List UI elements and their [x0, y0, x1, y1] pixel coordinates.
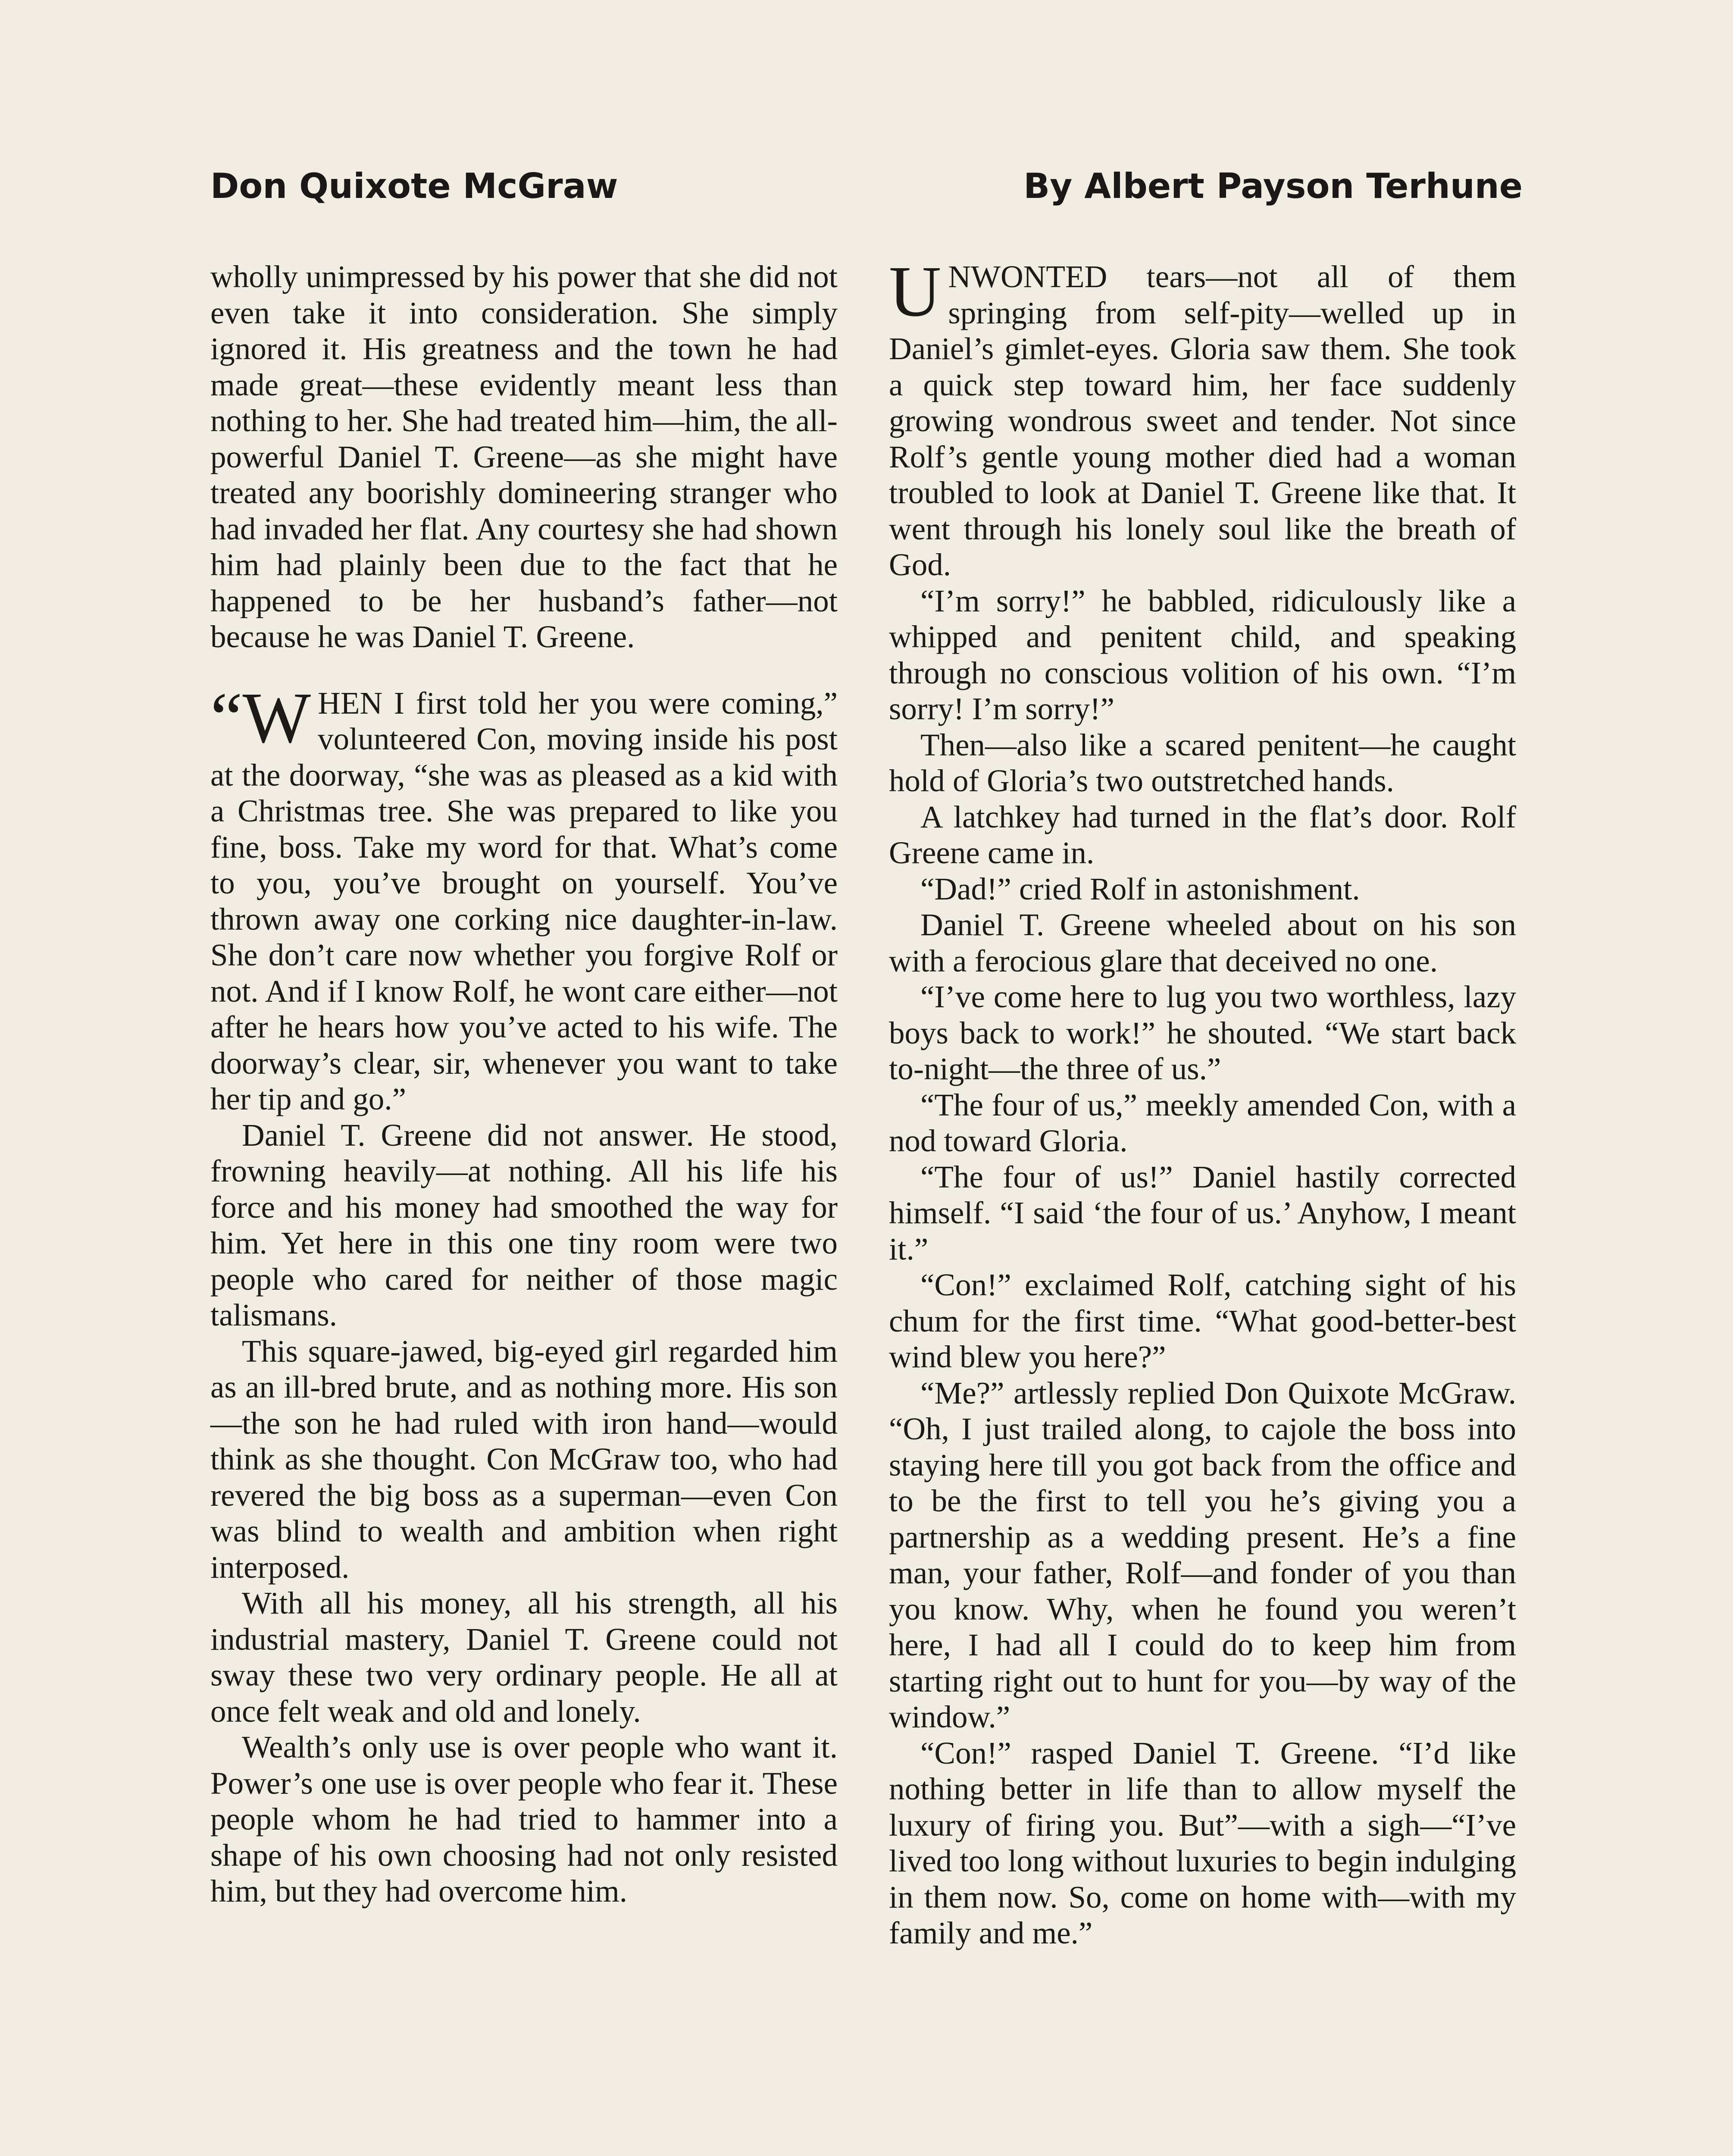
paragraph: wholly unimpressed by his power that she did not even take it into consideration. She simply ignored it. His greatness and the town he had made great—these evidently meant less than nothing to her. She had treated him—him, the all-powerful Daniel T. Greene—as she might have treated any boorishly domineering stranger who had invaded her flat. Any courtesy she had shown him had plainly been due to the fact that he happened to be her husband’s father—not because he was Daniel T. Greene. — [210, 259, 838, 654]
paragraph: “Dad!” cried Rolf in astonishment. — [920, 871, 1360, 906]
page-header — [210, 166, 1523, 206]
paragraph: “Con!” rasped Daniel T. Greene. “I’d like nothing better in life than to allow myself the luxury of firing you. But”—with a sigh—“I’ve lived too long without luxuries to begin indulging in them now. So, come on home with—with my family and me.” — [889, 1735, 1516, 1950]
paragraph: “I’m sorry!” he babbled, ridiculously like a whipped and penitent child, and speaking through no conscious volition of his own. “I’m sorry! I’m sorry!” — [889, 583, 1516, 726]
paragraph: “Me?” artlessly replied Don Quixote McGraw. “Oh, I just trailed along, to cajole the boss into staying here till you got back from the office and to be the first to tell you he’s giving you a partnership as a wedding present. He’s a fine man, your father, Rolf—and fonder of you than you know. Why, when he found you weren’t here, I had all I could do to keep him from starting right out to hunt for you—by way of the window.” — [889, 1375, 1516, 1734]
paragraph: Daniel T. Greene did not answer. He stood, frowning heavily—at nothing. All his life his force and his money had smoothed the way for him. Yet here in this one tiny room were two people who cared for neither of those magic talismans. — [210, 1117, 838, 1332]
drop-cap: “W — [210, 677, 311, 758]
paragraph: This square-jawed, big-eyed girl regarded him as an ill-bred brute, and as nothing more. His son—the son he had ruled with iron hand—would think as she thought. Con McGraw too, who had revered the big boss as a superman—even Con was blind to wealth and ambition when right interposed. — [210, 1333, 838, 1585]
paragraph: “Con!” exclaimed Rolf, catching sight of his chum for the first time. “What good-better-best wind blew you here?” — [889, 1267, 1516, 1374]
paragraph: “The four of us,” meekly amended Con, with a nod toward Gloria. — [889, 1087, 1516, 1158]
paragraph-text: NWONTED tears—not all of them springing from self-pity—welled up in Daniel’s gimlet-eyes. Gloria saw them. She took a quick step toward him, her face suddenly growing wondrous sweet and tender. Not since Rolf’s gentle young mother died had a woman troubled to look at Daniel T. Greene like that. It went through his lonely soul like the breath of God. — [889, 259, 1516, 582]
story-author: By Albert Payson Terhune — [1023, 166, 1523, 206]
paragraph: With all his money, all his strength, all his industrial mastery, Daniel T. Greene could not sway these two very ordinary people. He all at once felt weak and old and lonely. — [210, 1586, 838, 1729]
story-title: Don Quixote McGraw — [210, 166, 618, 206]
drop-cap: U — [889, 251, 942, 332]
paragraph: Then—also like a scared penitent—he caught hold of Gloria’s two outstretched hands. — [889, 727, 1516, 798]
paragraph: Wealth’s only use is over people who want it. Power’s one use is over people who fear it. These people whom he had tried to hammer into a shape of his own choosing had not only resisted him, but they had overcome him. — [210, 1730, 838, 1908]
paragraph: “The four of us!” Daniel hastily corrected himself. “I said ‘the four of us.’ Anyhow, I meant it.” — [889, 1159, 1516, 1266]
right-column — [889, 251, 1516, 1951]
paragraph: “I’ve come here to lug you two worthless, lazy boys back to work!” he shouted. “We start back to-night—the three of us.” — [889, 979, 1516, 1086]
paragraph-text: HEN I first told her you were coming,” volunteered Con, moving inside his post at the doorway, “she was as pleased as a kid with a Christmas tree. She was prepared to like you fine, boss. Take my word for that. What’s come to you, you’ve brought on yourself. You’ve thrown away one corking nice daughter-in-law. She don’t care now whether you forgive Rolf or not. And if I know Rolf, he wont care either—not after he hears how you’ve acted to his wife. The doorway’s clear, sir, whenever you want to take her tip and go.” — [210, 685, 838, 1116]
paragraph: Daniel T. Greene wheeled about on his son with a ferocious glare that deceived no one. — [889, 907, 1516, 978]
paragraph: A latchkey had turned in the flat’s door. Rolf Greene came in. — [889, 799, 1516, 870]
left-column — [210, 259, 838, 1909]
paragraph-dropcap — [210, 677, 838, 1117]
paragraph-dropcap — [889, 251, 1516, 583]
